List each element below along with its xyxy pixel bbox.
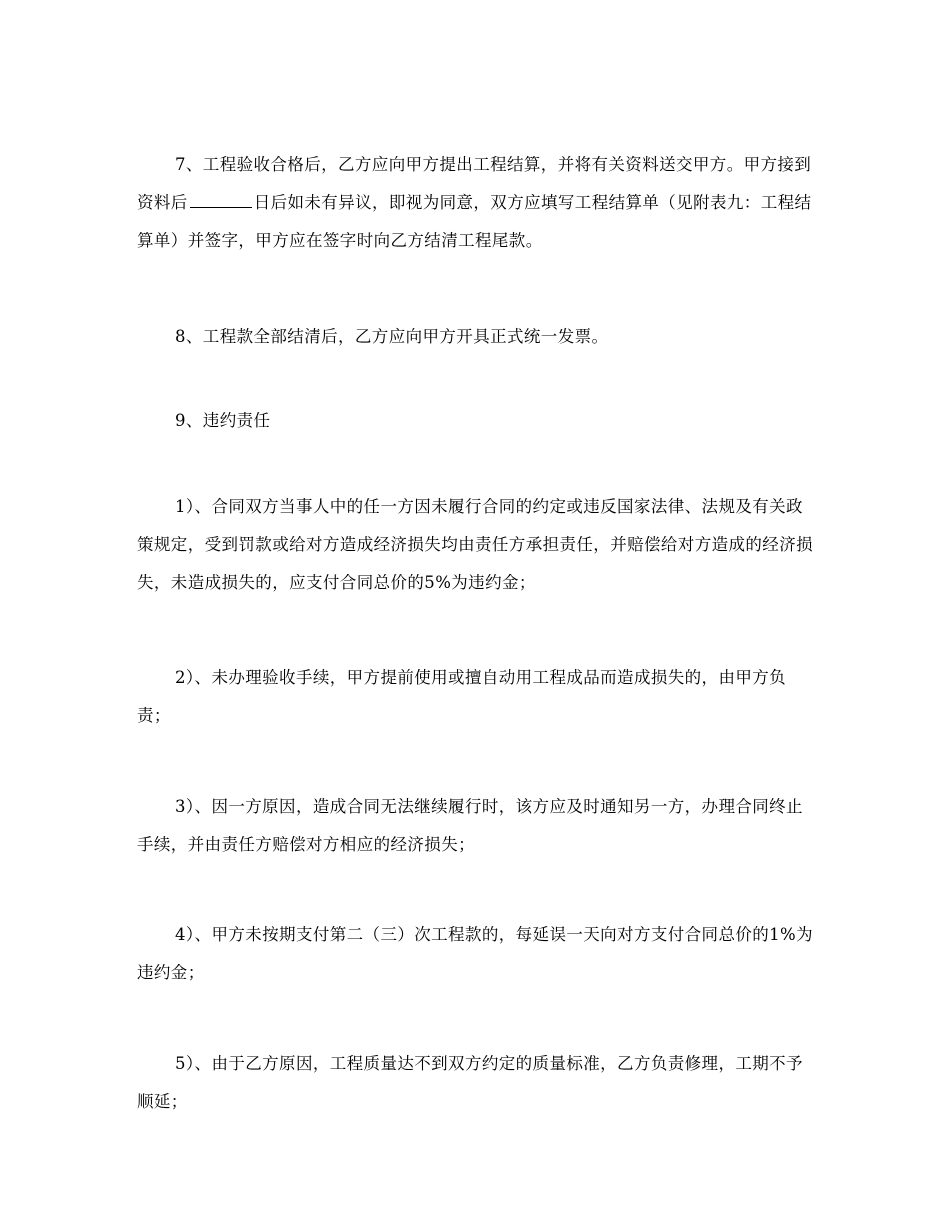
- paragraph-8: [137, 318, 817, 356]
- paragraph-7-text-a: 7、工程验收合格后，乙方应向甲方提出工程结算，并将有关资料送交甲方。甲方接到资料后: [137, 155, 812, 212]
- clause-1: [137, 488, 817, 602]
- clause-2-text: 2）、未办理验收手续，甲方提前使用或擅自动用工程成品而造成损失的，由甲方负责；: [137, 668, 787, 725]
- clause-5: [137, 1045, 817, 1121]
- paragraph-7: [137, 146, 817, 260]
- clause-3-text: 3）、因一方原因，造成合同无法继续履行时，该方应及时通知另一方，办理合同终止手续，并由责任方赔偿对方相应的经济损失；: [137, 797, 803, 854]
- clause-4-text: 4）、甲方未按期支付第二（三）次工程款的，每延误一天向对方支付合同总价的1%为违约金；: [137, 925, 814, 982]
- clause-5-text: 5）、由于乙方原因，工程质量达不到双方约定的质量标准，乙方负责修理，工期不予顺延；: [137, 1054, 803, 1111]
- clause-4: [137, 916, 817, 992]
- clause-1-text: 1）、合同双方当事人中的任一方因未履行合同的约定或违反国家法律、法规及有关政策规定，受到罚款或给对方造成经济损失均由责任方承担责任，并赔偿给对方造成的经济损失，未造成损失的，应支付合同总价的5%为违约金；: [137, 497, 813, 592]
- clause-2: [137, 659, 817, 735]
- paragraph-7-text-b: 日后如未有异议，即视为同意，双方应填写工程结算单（见附表九：工程结算单）并签字，甲方应在签字时向乙方结清工程尾款。: [137, 193, 812, 250]
- paragraph-9-text: 9、违约责任: [175, 411, 271, 430]
- fill-in-blank-days: [190, 193, 252, 208]
- clause-3: [137, 788, 817, 864]
- paragraph-9-heading: [137, 402, 817, 440]
- paragraph-8-text: 8、工程款全部结清后，乙方应向甲方开具正式统一发票。: [175, 327, 609, 346]
